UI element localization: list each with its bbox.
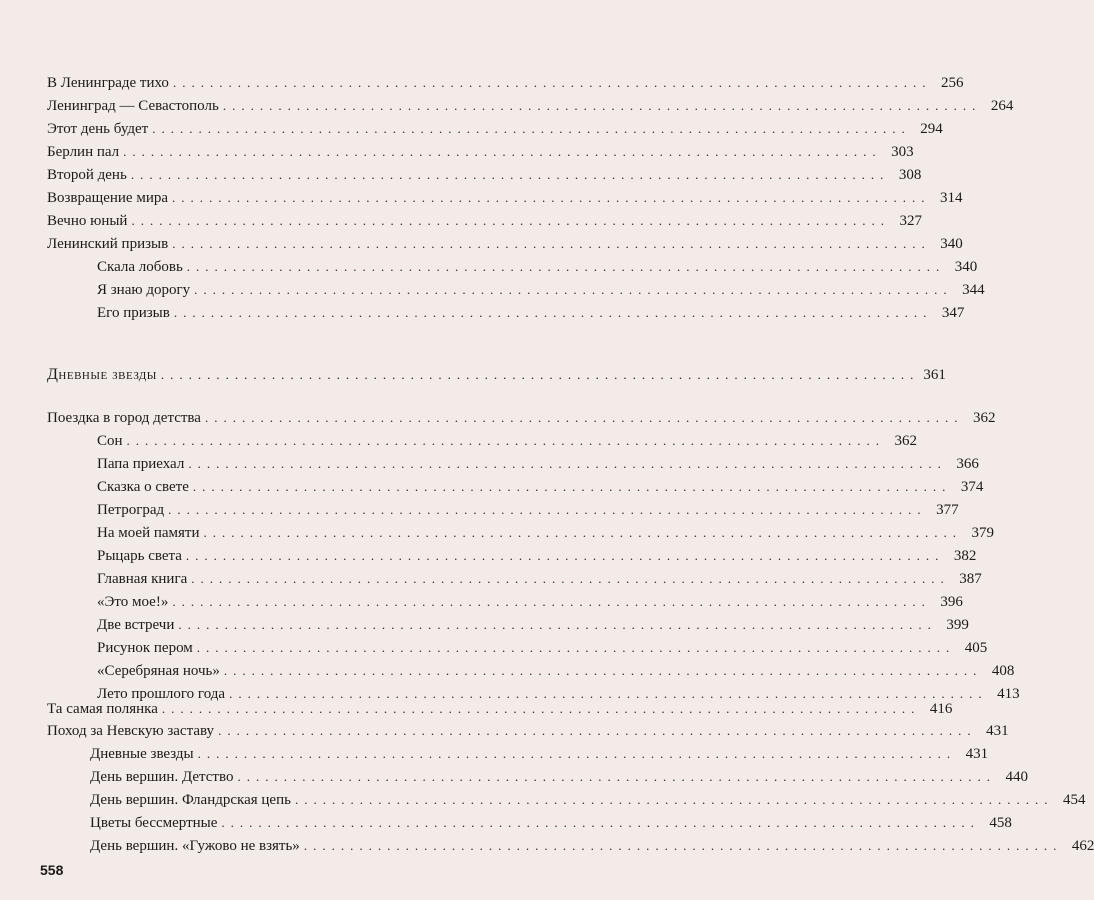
dot-leader: ..................................................................................: [178, 617, 937, 632]
toc-entry-title: Скала лобовь: [97, 259, 183, 275]
toc-entry-page: 458: [989, 815, 1012, 831]
toc-entry-page: 408: [991, 663, 1015, 679]
toc-entry-title: Возвращение мира: [47, 190, 169, 206]
toc-entry: [47, 117, 943, 141]
toc-entry: [47, 719, 1009, 743]
toc-entry-title: Сон: [97, 433, 123, 449]
dot-leader: ..................................................................................: [160, 367, 920, 382]
toc-entry-page: 399: [946, 617, 969, 633]
toc-entry-title: День вершин. «Гужово не взять»: [90, 838, 300, 854]
toc-subentry: [90, 788, 1086, 812]
dot-leader: ..................................................................................: [131, 213, 890, 228]
toc-entry-title: «Это мое!»: [97, 594, 169, 610]
toc-entry-page: 405: [964, 640, 988, 656]
toc-entry-page: 379: [971, 525, 995, 541]
toc-entry-page: 314: [940, 190, 963, 206]
dot-leader: ..................................................................................: [130, 167, 890, 182]
toc-subentry: [97, 255, 978, 279]
toc-entry-page: 431: [965, 746, 989, 762]
toc-subentry: [97, 636, 988, 660]
toc-entry: [47, 163, 922, 187]
toc-entry-title: День вершин. Детство: [90, 769, 234, 785]
toc-entry: [47, 209, 922, 233]
toc-entry-page: 344: [962, 282, 985, 298]
toc-subentry: [97, 590, 963, 614]
toc-entry-title: Лето прошлого года: [97, 686, 226, 702]
toc-entry-title: Папа приехал: [97, 456, 185, 472]
dot-leader: ..................................................................................: [194, 282, 953, 297]
toc-entry-page: 294: [920, 121, 943, 137]
toc-subentry: [90, 811, 1012, 835]
toc-entry-title: Поход за Невскую заставу: [47, 723, 215, 739]
toc-entry-page: 396: [940, 594, 963, 610]
toc-subentry: [97, 429, 918, 453]
toc-entry-page: 327: [899, 213, 922, 229]
toc-entry-title: День вершин. Фландрская цепь: [90, 792, 291, 808]
toc-entry-title: Я знаю дорогу: [97, 282, 191, 298]
dot-leader: ..................................................................................: [123, 144, 882, 159]
toc-entry: [47, 140, 914, 164]
dot-leader: ..................................................................................: [126, 433, 886, 448]
toc-entry-page: 256: [940, 75, 964, 91]
dot-leader: ..................................................................................: [218, 723, 977, 738]
toc-subentry: [97, 452, 979, 476]
toc-subentry: [97, 301, 965, 325]
toc-entry-title: Главная книга: [97, 571, 188, 587]
toc-subentry: [97, 521, 995, 545]
toc-entry-page: 264: [990, 98, 1014, 114]
dot-leader: ..................................................................................: [191, 571, 950, 586]
dot-leader: ..................................................................................: [294, 792, 1054, 807]
dot-leader: ..................................................................................: [303, 838, 1063, 853]
toc-entry-page: 440: [1005, 769, 1028, 785]
toc-subentry: [90, 765, 1028, 789]
dot-leader: ..................................................................................: [203, 525, 963, 540]
toc-entry: [47, 697, 953, 721]
toc-entry: [47, 232, 963, 256]
toc-entry: [47, 406, 996, 430]
toc-entry-title: Его призыв: [97, 305, 170, 321]
toc-entry-title: Второй день: [47, 167, 127, 183]
toc-entry-title: «Серебряная ночь»: [97, 663, 220, 679]
dot-leader: ..................................................................................: [185, 548, 945, 563]
toc-subentry: [97, 613, 969, 637]
toc-subentry: [97, 544, 977, 568]
toc-entry-page: 431: [986, 723, 1009, 739]
dot-leader: ..................................................................................: [237, 769, 996, 784]
dot-leader: ..................................................................................: [197, 746, 957, 761]
dot-leader: ..................................................................................: [172, 190, 931, 205]
toc-entry-title: Поездка в город детства: [47, 410, 201, 426]
dot-leader: ..................................................................................: [161, 701, 921, 716]
toc-entry-page: 303: [891, 144, 914, 160]
toc-entry-title: Этот день будет: [47, 121, 149, 137]
toc-entry: [47, 186, 963, 210]
toc-entry-page: 347: [941, 305, 965, 321]
toc-subentry: [97, 567, 982, 591]
toc-entry-page: 340: [954, 259, 978, 275]
toc-entry-title: Цветы бессмертные: [90, 815, 218, 831]
dot-leader: ..................................................................................: [192, 479, 952, 494]
toc-entry-title: Рыцарь света: [97, 548, 182, 564]
toc-entry: [47, 94, 1014, 118]
toc-entry-title: Берлин пал: [47, 144, 120, 160]
toc-entry-page: 362: [972, 410, 996, 426]
toc-entry-page: 377: [936, 502, 959, 518]
dot-leader: ..................................................................................: [186, 259, 946, 274]
dot-leader: ..................................................................................: [168, 502, 927, 517]
toc-entry-page: 382: [953, 548, 977, 564]
toc-entry-title: Сказка о свете: [97, 479, 189, 495]
toc-entry-title: На моей памяти: [97, 525, 200, 541]
dot-leader: ..................................................................................: [173, 305, 933, 320]
toc-subentry: [90, 742, 989, 766]
dot-leader: ..................................................................................: [152, 121, 911, 136]
toc-entry-page: 362: [894, 433, 918, 449]
toc-entry-page: 340: [940, 236, 963, 252]
dot-leader: ..................................................................................: [221, 815, 980, 830]
dot-leader: ..................................................................................: [204, 410, 964, 425]
toc-entry-page: 387: [959, 571, 982, 587]
toc-entry-title: Вечно юный: [47, 213, 128, 229]
toc-entry-page: 308: [898, 167, 922, 183]
dot-leader: ..................................................................................: [223, 663, 983, 678]
dot-leader: ..................................................................................: [172, 236, 931, 251]
toc-entry-page: 374: [960, 479, 984, 495]
toc-entry-title: В Ленинграде тихо: [47, 75, 169, 91]
toc-entry-title: Ленинград — Севастополь: [47, 98, 219, 114]
toc-entry: [47, 71, 964, 95]
toc-entry-title: Две встречи: [97, 617, 175, 633]
dot-leader: ..................................................................................: [196, 640, 956, 655]
dot-leader: ..................................................................................: [172, 75, 932, 90]
dot-leader: ..................................................................................: [172, 594, 931, 609]
page-number: 558: [40, 862, 64, 878]
toc-entry-title: Ленинский призыв: [47, 236, 169, 252]
toc-entry-page: 413: [997, 686, 1020, 702]
toc-entry-title: Та самая полянка: [47, 701, 158, 717]
dot-leader: ..................................................................................: [222, 98, 982, 113]
toc-subentry: [97, 498, 959, 522]
section-title: Дневные звезды: [47, 366, 157, 383]
toc-entry-page: 462: [1071, 838, 1094, 854]
dot-leader: ..................................................................................: [188, 456, 947, 471]
toc-entry-title: Рисунок пером: [97, 640, 193, 656]
section-page: 361: [923, 367, 946, 383]
toc-entry-page: 416: [929, 701, 953, 717]
section-heading: [47, 362, 946, 388]
toc-subentry: [97, 659, 1015, 683]
toc-subentry: [90, 834, 1094, 858]
toc-entry-page: 366: [956, 456, 979, 472]
toc-entry-page: 454: [1062, 792, 1086, 808]
toc-subentry: [97, 475, 984, 499]
toc-entry-title: Петроград: [97, 502, 165, 518]
toc-entry-title: Дневные звезды: [90, 746, 194, 762]
toc-subentry: [97, 278, 985, 302]
dot-leader: ..................................................................................: [229, 686, 988, 701]
